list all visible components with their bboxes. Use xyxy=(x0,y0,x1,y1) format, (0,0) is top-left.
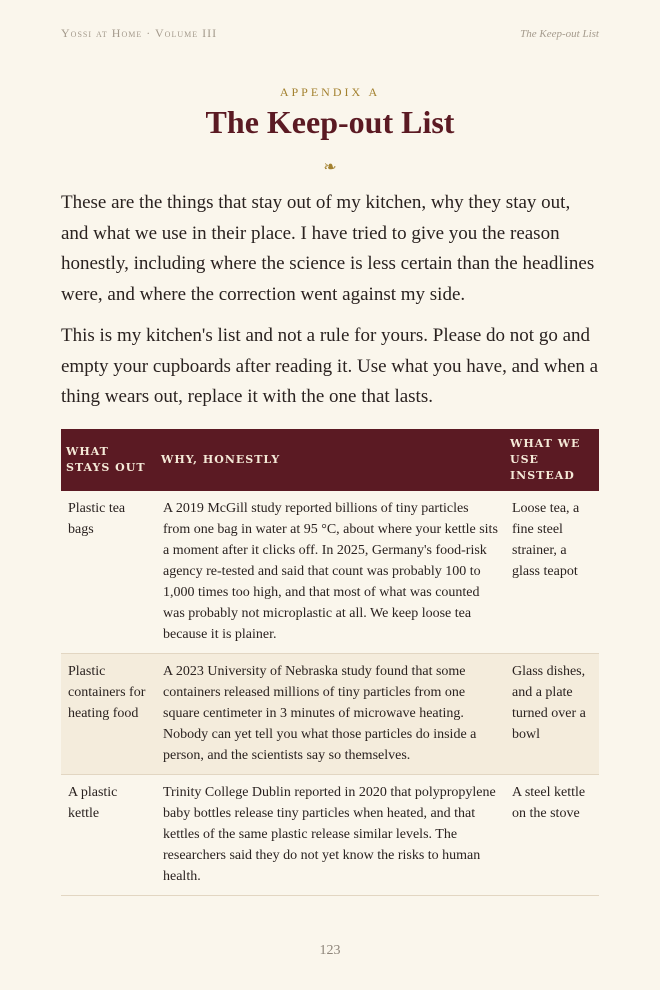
fleuron-ornament-icon: ❧ xyxy=(323,159,337,176)
column-header-what-stays-out: WHAT STAYS OUT xyxy=(61,429,156,491)
cell-instead: Loose tea, a fine steel strainer, a glass teapot xyxy=(505,491,599,654)
cell-item: A plastic kettle xyxy=(61,775,156,896)
column-header-what-we-use-instead: WHAT WE USE INSTEAD xyxy=(505,429,599,491)
cell-why: A 2019 McGill study reported billions of tiny particles from one bag in water at 95 °C, about where your kettle sits a moment after it clicks off. In 2025, Germany's food-risk agency re-tested and said that count was probably 100 to 1,000 times too high, and that most of what was counted was probably not microplastic at all. We keep loose tea because it is plainer. xyxy=(156,491,505,654)
table-row xyxy=(61,775,599,896)
table-row xyxy=(61,491,599,654)
cell-why: Trinity College Dublin reported in 2020 that polypropylene baby bottles release tiny particles when heated, and that kettles of the same plastic release similar levels. The researchers said they do not yet know the risks to human health. xyxy=(156,775,505,896)
intro-text xyxy=(61,188,601,424)
cell-instead: Glass dishes, and a plate turned over a bowl xyxy=(505,654,599,775)
cell-item: Plastic tea bags xyxy=(61,491,156,654)
table-row xyxy=(61,654,599,775)
page-title: The Keep-out List xyxy=(205,104,455,140)
appendix-kicker: APPENDIX A xyxy=(279,85,381,99)
cell-item: Plastic containers for heating food xyxy=(61,654,156,775)
intro-paragraph: These are the things that stay out of my kitchen, why they stay out, and what we use in their place. I have tried to give you the reason honestly, including where the science is less certain than the headlines were, and where the correction went against my side. xyxy=(61,192,595,305)
running-header-book-title: Yossi at Home · Volume III xyxy=(61,26,218,40)
running-header-chapter-title: The Keep-out List xyxy=(520,28,599,40)
column-header-why-honestly: WHY, HONESTLY xyxy=(156,429,505,491)
cell-instead: A steel kettle on the stove xyxy=(505,775,599,896)
keep-out-table xyxy=(61,429,599,896)
intro-paragraph: This is my kitchen's list and not a rule for yours. Please do not go and empty your cupboards after reading it. Use what you have, and when a thing wears out, replace it with the one that lasts. xyxy=(61,325,599,407)
running-header xyxy=(61,26,599,41)
cell-why: A 2023 University of Nebraska study found that some containers released millions of tiny particles from one square centimeter in 3 minutes of microwave heating. Nobody can yet tell you what those particles do inside a person, and the scientists say so themselves. xyxy=(156,654,505,775)
table-header-row xyxy=(61,429,599,491)
page-number: 123 xyxy=(319,943,341,958)
